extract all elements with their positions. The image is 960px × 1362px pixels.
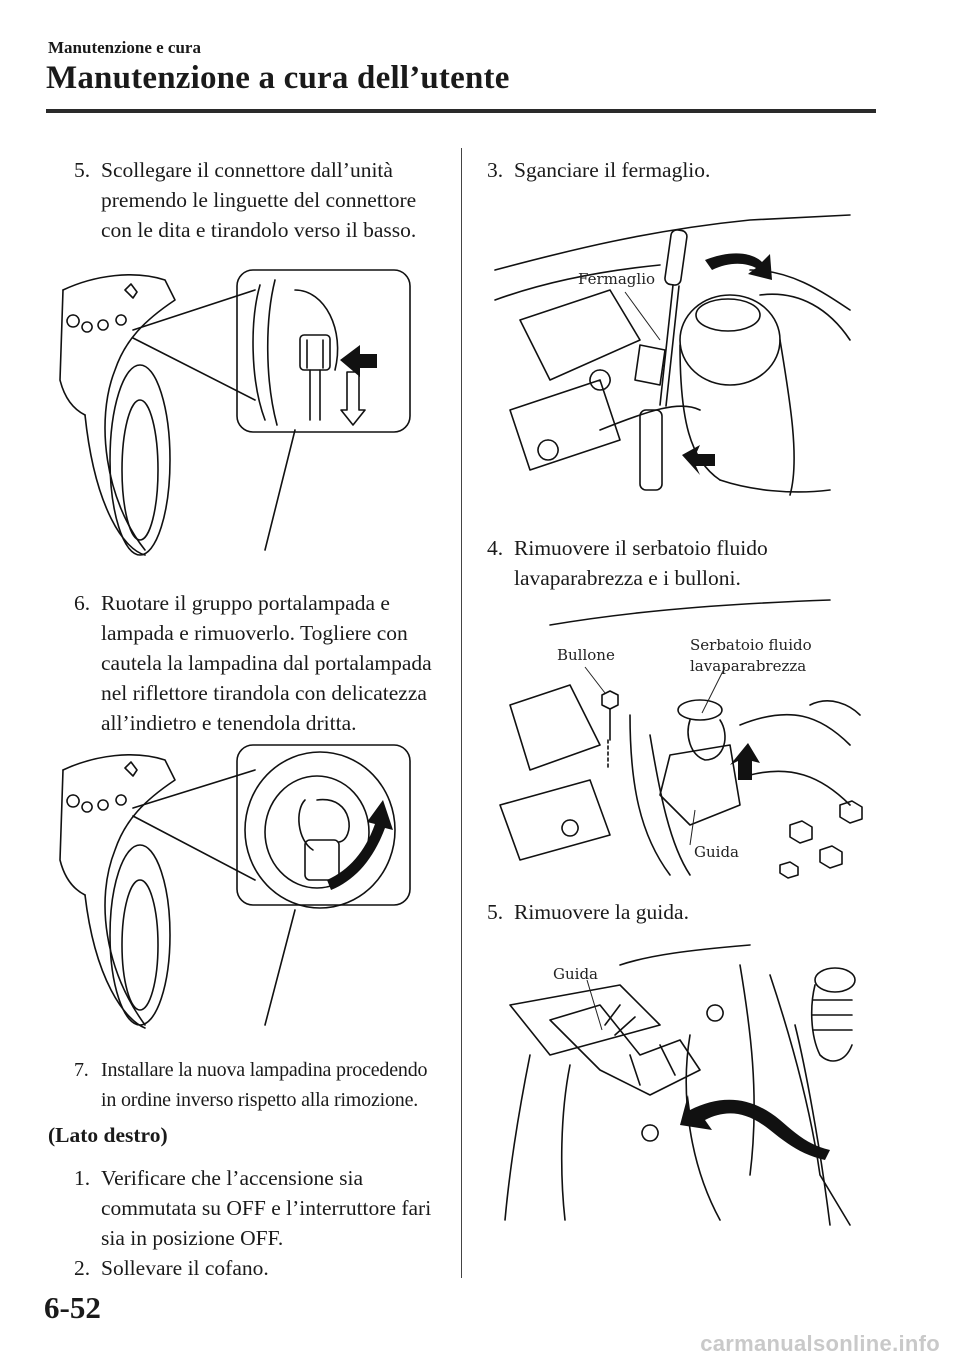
callout-serbatoio-line2: lavaparabrezza xyxy=(690,657,807,675)
step-text: Ruotare il gruppo portalampada e lampada e rimuoverlo. Togliere con cautela la lampadina dal portalampada nel riflettore tirandola con delicatezza all’indietro e tenendola dritta. xyxy=(101,591,432,735)
step-3 xyxy=(487,155,887,185)
guide-part xyxy=(550,1005,700,1095)
push-arrow xyxy=(682,445,715,475)
step-2-right-side xyxy=(74,1253,444,1283)
step-text: Verificare che l’accensione sia commutata su OFF e l’interruttore fari sia in posizione OFF. xyxy=(101,1166,432,1250)
engine-bay-drawing xyxy=(495,215,850,495)
fender-drawing xyxy=(60,275,295,555)
step-number: 2. xyxy=(74,1256,91,1280)
step-7-left xyxy=(74,1055,446,1115)
callout-serbatoio-line1: Serbatoio fluido xyxy=(690,636,812,654)
step-text: Scollegare il connettore dall’unità premendo le linguette del connettore con le dita e tirandolo verso il basso. xyxy=(101,158,417,242)
subheading-right-side: (Lato destro) xyxy=(48,1123,168,1147)
step-text: Installare la nuova lampadina procedendo in ordine inverso rispetto alla rimozione. xyxy=(101,1059,428,1111)
step-1-right-side xyxy=(74,1163,444,1253)
title-rule xyxy=(46,109,876,113)
step-5-right xyxy=(487,897,887,927)
step-text: Rimuovere la guida. xyxy=(514,900,689,924)
callout-guida-fig5: Guida xyxy=(553,965,598,983)
section-heading: Manutenzione e cura xyxy=(48,38,201,57)
step-number: 3. xyxy=(487,158,504,182)
connector-zoom xyxy=(253,280,377,425)
page-number: 6-52 xyxy=(44,1290,101,1325)
figure-bulb-rotation-illustration xyxy=(55,740,420,1030)
page-title: Manutenzione a cura dell’utente xyxy=(46,60,510,96)
callout-fermaglio: Fermaglio xyxy=(578,270,656,288)
step-text: Rimuovere il serbatoio fluido lavaparabrezza e i bulloni. xyxy=(514,536,768,590)
reservoir xyxy=(660,700,740,825)
step-number: 6. xyxy=(74,591,91,615)
callout-bullone: Bullone xyxy=(557,646,615,664)
column-divider xyxy=(461,148,462,1278)
figure-guide-illustration xyxy=(490,945,860,1225)
rotate-arrow xyxy=(705,253,772,280)
fender-drawing xyxy=(60,755,295,1028)
bulb-holder-zoom xyxy=(245,752,395,908)
step-text: Sollevare il cofano. xyxy=(101,1256,269,1280)
figure-clip-illustration xyxy=(490,210,855,500)
figure-connector-illustration xyxy=(55,260,420,560)
step-number: 4. xyxy=(487,536,504,560)
step-4 xyxy=(487,533,887,593)
bolt-removed xyxy=(602,691,618,770)
bellows-hose xyxy=(812,968,855,1061)
step-5-left xyxy=(74,155,444,245)
step-number: 1. xyxy=(74,1166,91,1190)
callout-guida: Guida xyxy=(694,843,739,861)
watermark: carmanualsonline.info xyxy=(700,1331,940,1356)
step-number: 7. xyxy=(74,1059,89,1081)
step-number: 5. xyxy=(487,900,504,924)
step-number: 5. xyxy=(74,158,91,182)
step-text: Sganciare il fermaglio. xyxy=(514,158,711,182)
step-6-left xyxy=(74,588,444,738)
bolts-group xyxy=(780,801,862,878)
engine-bay-drawing xyxy=(505,945,850,1225)
